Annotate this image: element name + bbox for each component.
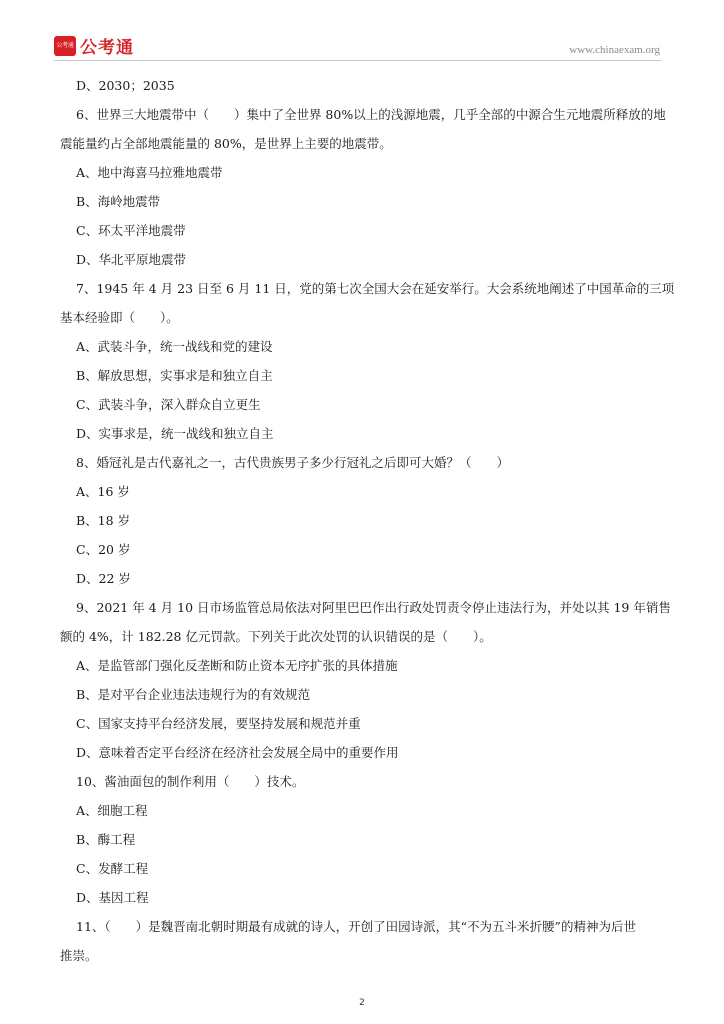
question-7-stem-line-2: 基本经验即（ ）。 <box>60 310 179 325</box>
header-divider <box>54 60 662 61</box>
question-10-stem: 10、酱油面包的制作利用（ ）技术。 <box>76 774 305 789</box>
question-8-option-d: D、22 岁 <box>76 571 131 586</box>
question-7-option-c: C、武装斗争，深入群众自立更生 <box>76 397 261 412</box>
question-6-stem-line-1: 6、世界三大地震带中（ ）集中了全世界 80%以上的浅源地震，几乎全部的中源合生元地震所释放的地 <box>76 107 666 122</box>
question-10-option-b: B、酶工程 <box>76 832 136 847</box>
question-10-option-d: D、基因工程 <box>76 890 149 905</box>
question-7-option-d: D、实事求是，统一战线和独立自主 <box>76 426 274 441</box>
question-9-stem-line-1: 9、2021 年 4 月 10 日市场监管总局依法对阿里巴巴作出行政处罚责令停止违法行为，并处以其 19 年销售 <box>76 600 671 615</box>
site-url: www.chinaexam.org <box>569 44 660 56</box>
question-6-option-b: B、海岭地震带 <box>76 194 161 209</box>
logo-badge: 公考通 <box>54 36 76 56</box>
question-8-option-a: A、16 岁 <box>76 484 130 499</box>
logo-text: 公考通 <box>80 38 134 58</box>
previous-question-option: D、2030；2035 <box>76 78 175 93</box>
question-11-stem-line-2: 推崇。 <box>60 948 98 963</box>
question-9-stem-line-2: 额的 4%，计 182.28 亿元罚款。下列关于此次处罚的认识错误的是（ ）。 <box>60 629 492 644</box>
question-8-option-c: C、20 岁 <box>76 542 131 557</box>
question-9-option-d: D、意味着否定平台经济在经济社会发展全局中的重要作用 <box>76 745 399 760</box>
question-7-stem-line-1: 7、1945 年 4 月 23 日至 6 月 11 日，党的第七次全国大会在延安举行。大会系统地阐述了中国革命的三项 <box>76 281 675 296</box>
question-6-option-a: A、地中海喜马拉雅地震带 <box>76 165 223 180</box>
question-6-stem-line-2: 震能量约占全部地震能量的 80%，是世界上主要的地震带。 <box>60 136 392 151</box>
question-6-option-c: C、环太平洋地震带 <box>76 223 186 238</box>
brand-logo <box>54 33 134 58</box>
question-10-option-c: C、发酵工程 <box>76 861 149 876</box>
question-9-option-b: B、是对平台企业违法违规行为的有效规范 <box>76 687 311 702</box>
question-9-option-c: C、国家支持平台经济发展，要坚持发展和规范并重 <box>76 716 361 731</box>
question-7-option-a: A、武装斗争，统一战线和党的建设 <box>76 339 273 354</box>
question-11-stem-line-1: 11、（ ）是魏晋南北朝时期最有成就的诗人，开创了田园诗派，其“不为五斗米折腰”的精神为后世 <box>76 919 636 934</box>
page-header <box>0 0 724 64</box>
question-8-option-b: B、18 岁 <box>76 513 131 528</box>
question-7-option-b: B、解放思想，实事求是和独立自主 <box>76 368 273 383</box>
document-body <box>60 72 675 964</box>
question-8-stem: 8、婚冠礼是古代嘉礼之一，古代贵族男子多少行冠礼之后即可大婚？（ ） <box>76 455 509 470</box>
question-6-option-d: D、华北平原地震带 <box>76 252 187 267</box>
page-number: 2 <box>359 998 365 1008</box>
question-9-option-a: A、是监管部门强化反垄断和防止资本无序扩张的具体措施 <box>76 658 398 673</box>
question-10-option-a: A、细胞工程 <box>76 803 148 818</box>
